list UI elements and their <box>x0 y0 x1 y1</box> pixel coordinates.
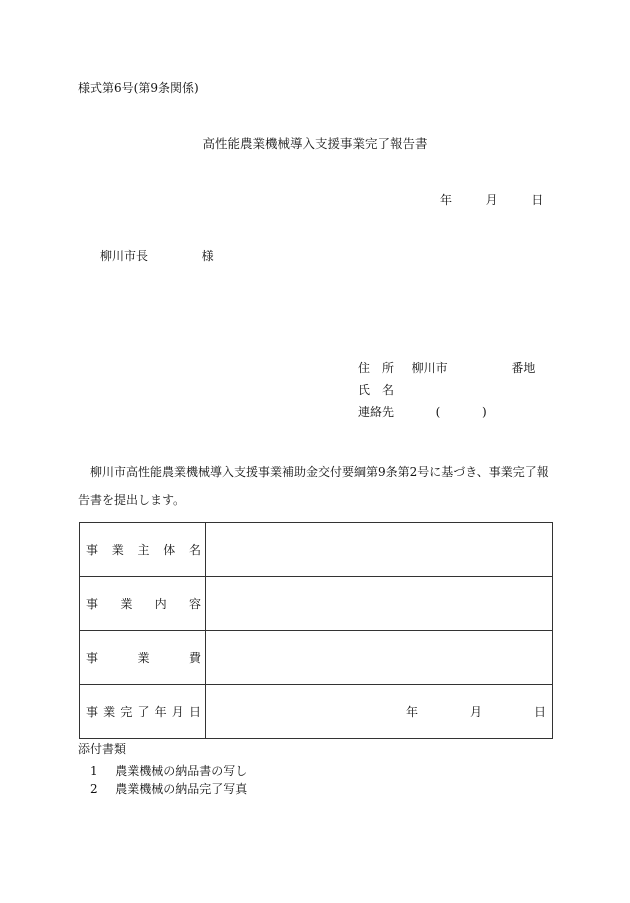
row-label-content <box>80 577 206 631</box>
label-char: 月 <box>171 705 184 719</box>
applicant-name <box>358 382 394 398</box>
address-suffix: 番地 <box>511 361 536 375</box>
label-char: 了 <box>137 705 150 719</box>
row-label-cost <box>80 631 206 685</box>
label-char: 年 <box>154 705 167 719</box>
contact-open-paren: ( <box>435 405 441 419</box>
addressee-honorific: 様 <box>201 249 214 263</box>
contact-label: 連絡先 <box>358 405 395 419</box>
value-content[interactable] <box>206 577 553 631</box>
table-row <box>80 685 553 739</box>
table-row <box>80 523 553 577</box>
completion-year: 年 <box>405 705 418 719</box>
label-char: 名 <box>188 543 201 557</box>
label-char: 事 <box>86 705 99 719</box>
address-label: 住 所 <box>358 361 395 375</box>
label-char: 主 <box>137 543 150 557</box>
value-completion-date[interactable] <box>206 685 553 739</box>
row-label-completion-date <box>80 685 206 739</box>
addressee-name: 柳川市長 <box>100 249 149 263</box>
label-char: 業 <box>103 705 116 719</box>
label-char: 業 <box>137 651 150 665</box>
attachment-item <box>90 781 247 797</box>
body-text: 柳川市高性能農業機械導入支援事業補助金交付要綱第9条第2号に基づき、事業完了報告書を提出します。 <box>78 465 549 507</box>
contact-close-paren: ) <box>482 405 487 419</box>
table-row <box>80 577 553 631</box>
label-char: 事 <box>86 597 99 611</box>
attachment-number: 2 <box>90 782 98 796</box>
label-char: 内 <box>154 597 167 611</box>
label-char: 事 <box>86 543 99 557</box>
applicant-contact <box>358 404 487 420</box>
date-day: 日 <box>531 193 544 207</box>
table-row <box>80 631 553 685</box>
name-label: 氏 名 <box>358 383 395 397</box>
form-number: 様式第6号(第9条関係) <box>78 81 199 95</box>
date-month: 月 <box>485 193 498 207</box>
label-char: 日 <box>188 705 201 719</box>
applicant-address <box>358 360 535 376</box>
document-title: 高性能農業機械導入支援事業完了報告書 <box>202 136 428 151</box>
submission-date <box>440 192 543 208</box>
attachment-text: 農業機械の納品書の写し <box>115 764 248 778</box>
date-year: 年 <box>440 193 453 207</box>
completion-day: 日 <box>533 705 546 719</box>
row-label-entity <box>80 523 206 577</box>
completion-month: 月 <box>469 705 482 719</box>
attachment-number: 1 <box>90 764 98 778</box>
label-char: 費 <box>188 651 201 665</box>
label-char: 体 <box>163 543 176 557</box>
attachment-text: 農業機械の納品完了写真 <box>115 782 248 796</box>
attachments-title: 添付書類 <box>78 742 127 756</box>
value-entity[interactable] <box>206 523 553 577</box>
value-cost[interactable] <box>206 631 553 685</box>
label-char: 業 <box>120 597 133 611</box>
label-char: 完 <box>120 705 133 719</box>
label-char: 業 <box>111 543 124 557</box>
label-char: 容 <box>188 597 201 611</box>
attachment-item <box>90 763 247 779</box>
report-table <box>79 522 553 739</box>
label-char: 事 <box>86 651 99 665</box>
address-city: 柳川市 <box>411 361 448 375</box>
addressee <box>100 248 214 264</box>
